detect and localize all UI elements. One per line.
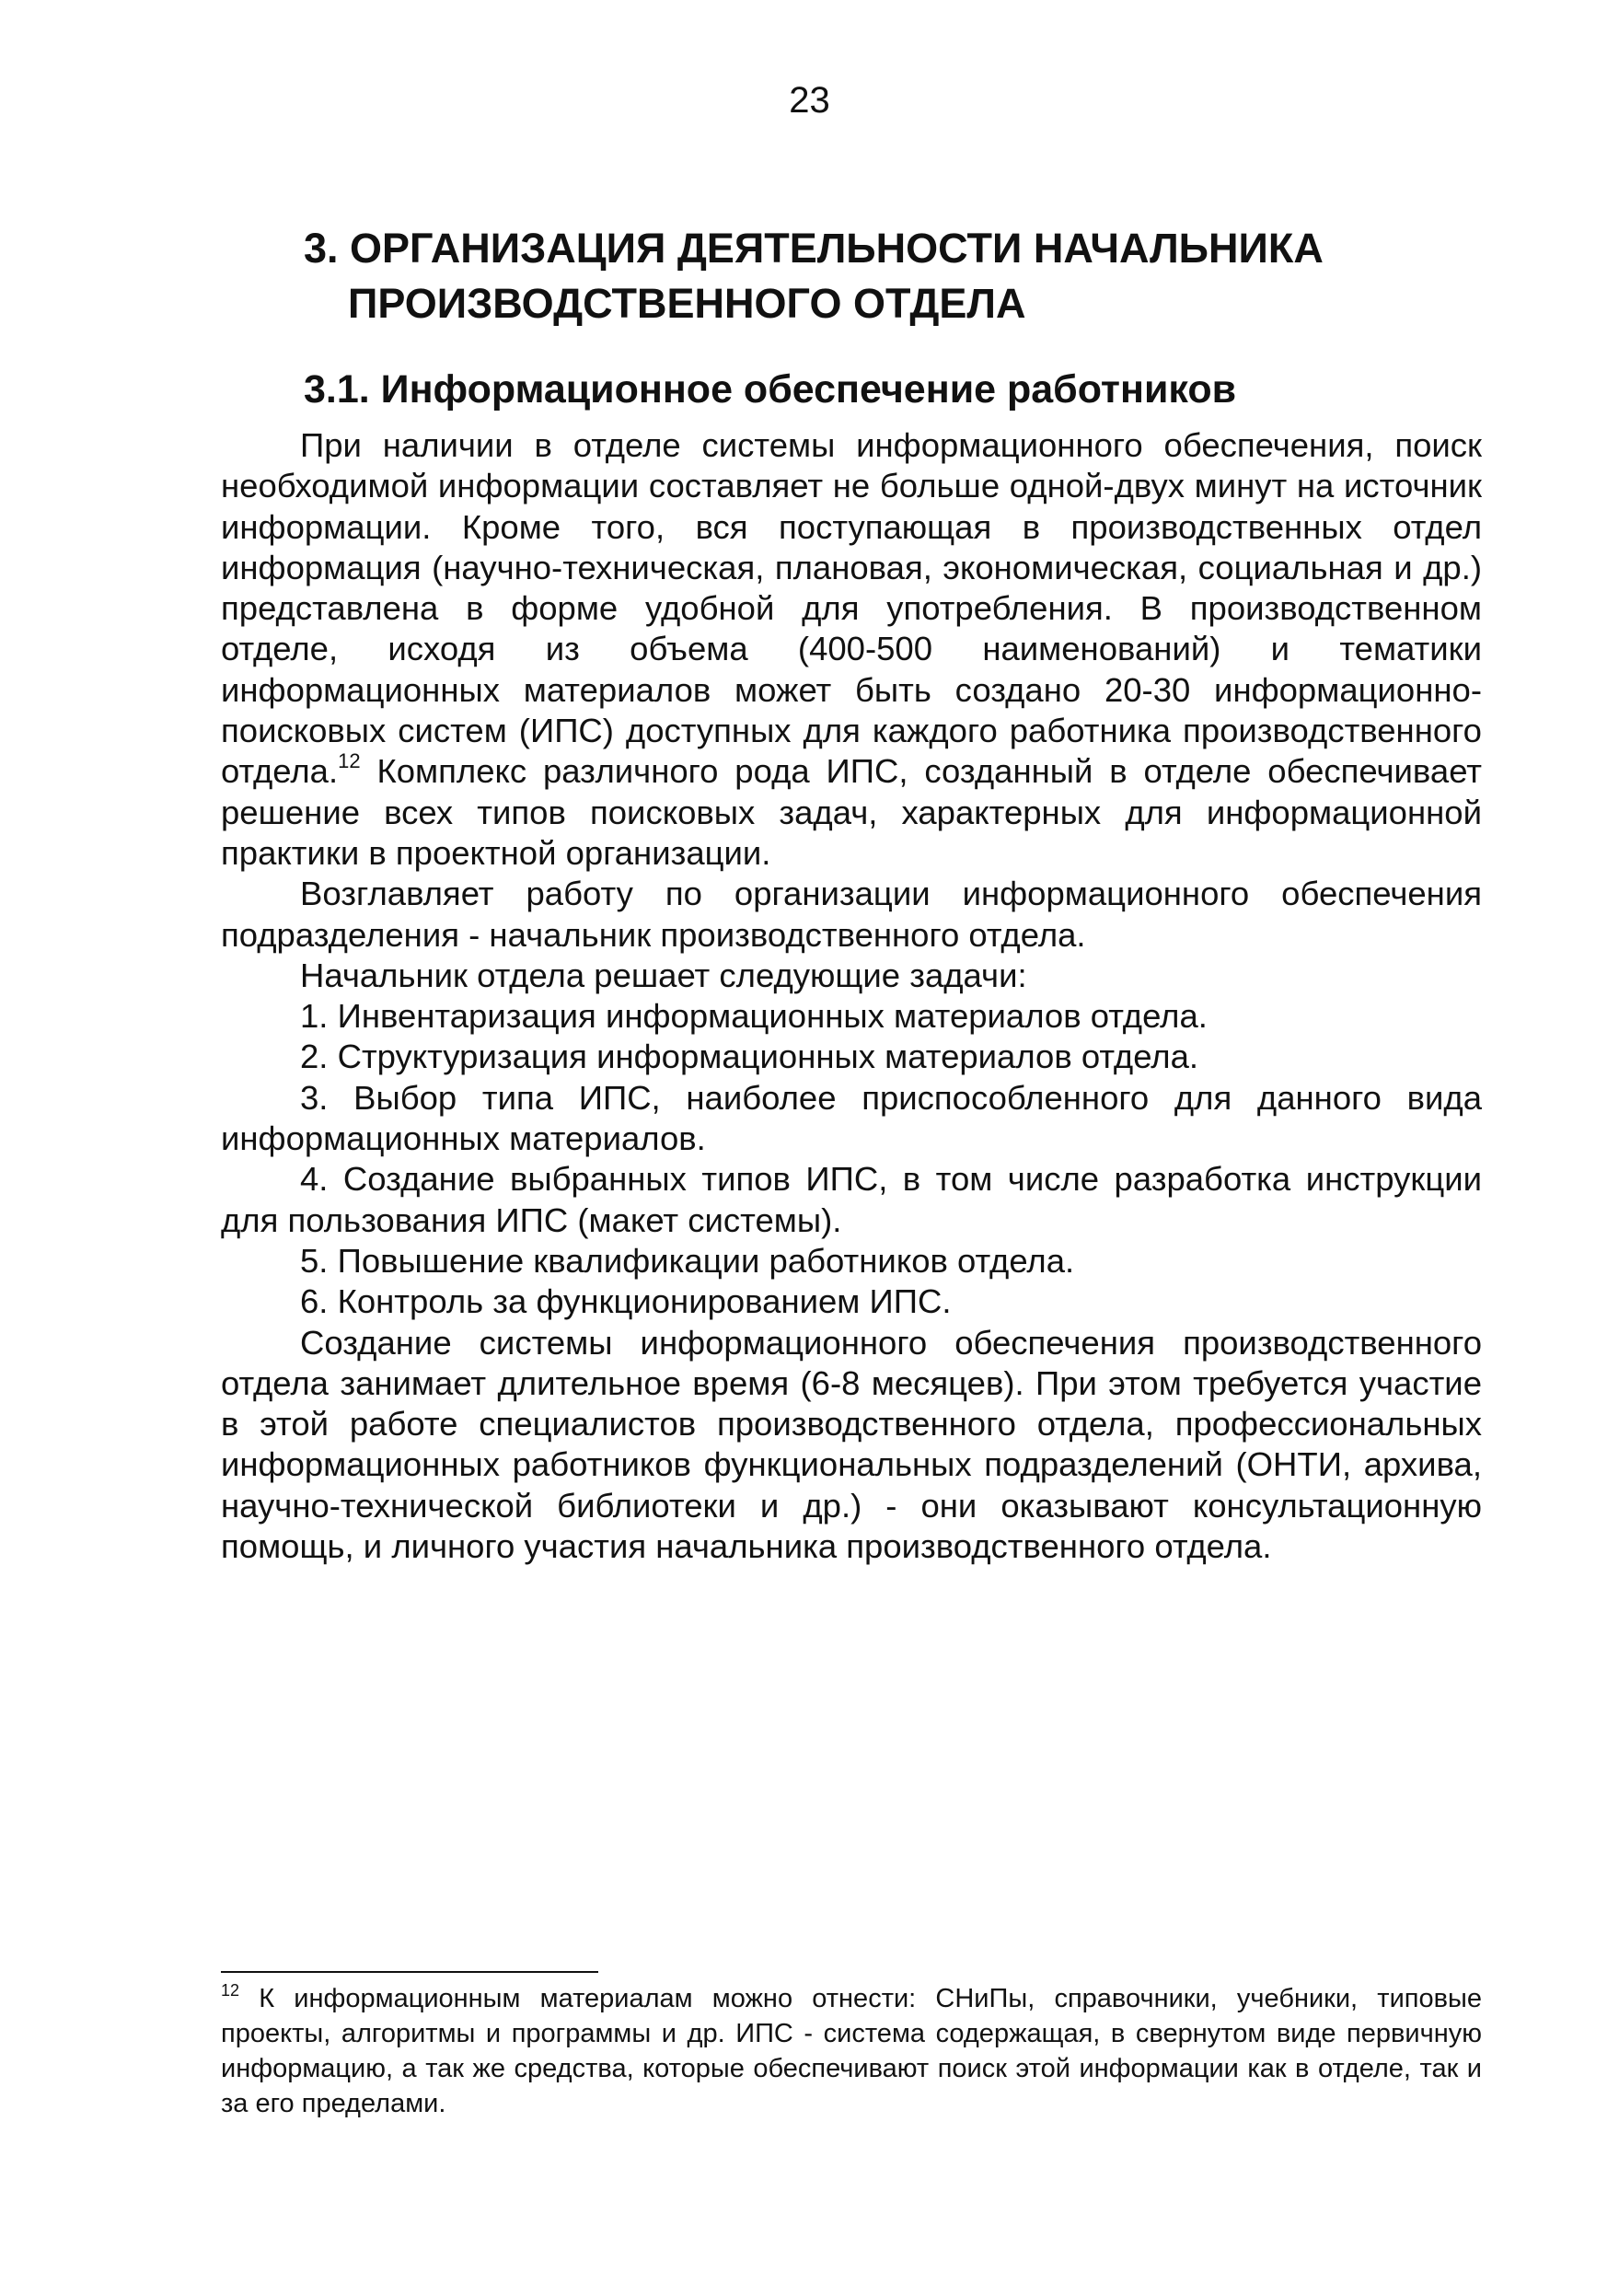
- body-text: [221, 425, 1482, 1567]
- paragraph-1-text: При наличии в отделе системы информационного обеспечения, поиск необходимой информации составляет не больше одной-двух минут на источник информации. Кроме того, вся поступающая в производственных отдел информация (научно-техническая, плановая, экономическая, социальная и др.) представлена в форме удобной для употребления. В производственном отделе, исходя из объема (400-500 наименований) и тематики информационных материалов может быть создано 20-30 информационно-поисковых систем (ИПС) доступных для каждого работника производственного отдела.: [221, 426, 1482, 791]
- footnote-divider: [221, 1971, 598, 1973]
- chapter-title: [304, 221, 1500, 331]
- footnote: [221, 1981, 1482, 2121]
- task-list-item: 4. Создание выбранных типов ИПС, в том числе разработка инструкции для пользования ИПС (макет системы).: [221, 1160, 1482, 1239]
- paragraph-2: Возглавляет работу по организации информационного обеспечения подразделения - начальник производственного отдела.: [221, 875, 1482, 954]
- task-list-item: 6. Контроль за функционированием ИПС.: [300, 1282, 952, 1321]
- page-number: 23: [789, 80, 830, 121]
- paragraph-3: Начальник отдела решает следующие задачи:: [300, 956, 1027, 994]
- paragraph-1: [221, 425, 1482, 874]
- footnote-body: К информационным материалам можно отнести: СНиПы, справочники, учебники, типовые проекты, алгоритмы и программы и др. ИПС - система содержащая, в свернутом виде первичную информацию, а так же средства, которые обеспечивают поиск этой информации как в отделе, так и за его пределами.: [221, 1984, 1482, 2118]
- chapter-title-line1: 3. ОРГАНИЗАЦИЯ ДЕЯТЕЛЬНОСТИ НАЧАЛЬНИКА: [304, 225, 1324, 272]
- footnote-text: [221, 1981, 1482, 2121]
- task-list-item: 3. Выбор типа ИПС, наиболее приспособленного для данного вида информационных материалов.: [221, 1078, 1482, 1158]
- paragraph-1-text-cont: Комплекс различного рода ИПС, созданный в отделе обеспечивает решение всех типов поисковых задач, характерных для информационной практики в проектной организации.: [221, 752, 1482, 872]
- chapter-title-line2: ПРОИЗВОДСТВЕННОГО ОТДЕЛА: [348, 280, 1026, 327]
- task-list-item: 5. Повышение квалификации работников отдела.: [300, 1241, 1075, 1280]
- task-list-item: 2. Структуризация информационных материалов отдела.: [300, 1038, 1199, 1076]
- section-title: 3.1. Информационное обеспечение работников: [304, 367, 1237, 412]
- footnote-marker: 12: [221, 1981, 240, 2000]
- task-list-item: 1. Инвентаризация информационных материалов отдела.: [300, 997, 1208, 1036]
- paragraph-4: Создание системы информационного обеспечения производственного отдела занимает длительное время (6-8 месяцев). При этом требуется участие в этой работе специалистов производственного отдела, профессиональных информационных работников функциональных подразделений (ОНТИ, архива, научно-технической библиотеки и др.) - они оказывают консультационную помощь, и личного участия начальника производственного отдела.: [221, 1323, 1482, 1566]
- footnote-reference: 12: [338, 749, 361, 773]
